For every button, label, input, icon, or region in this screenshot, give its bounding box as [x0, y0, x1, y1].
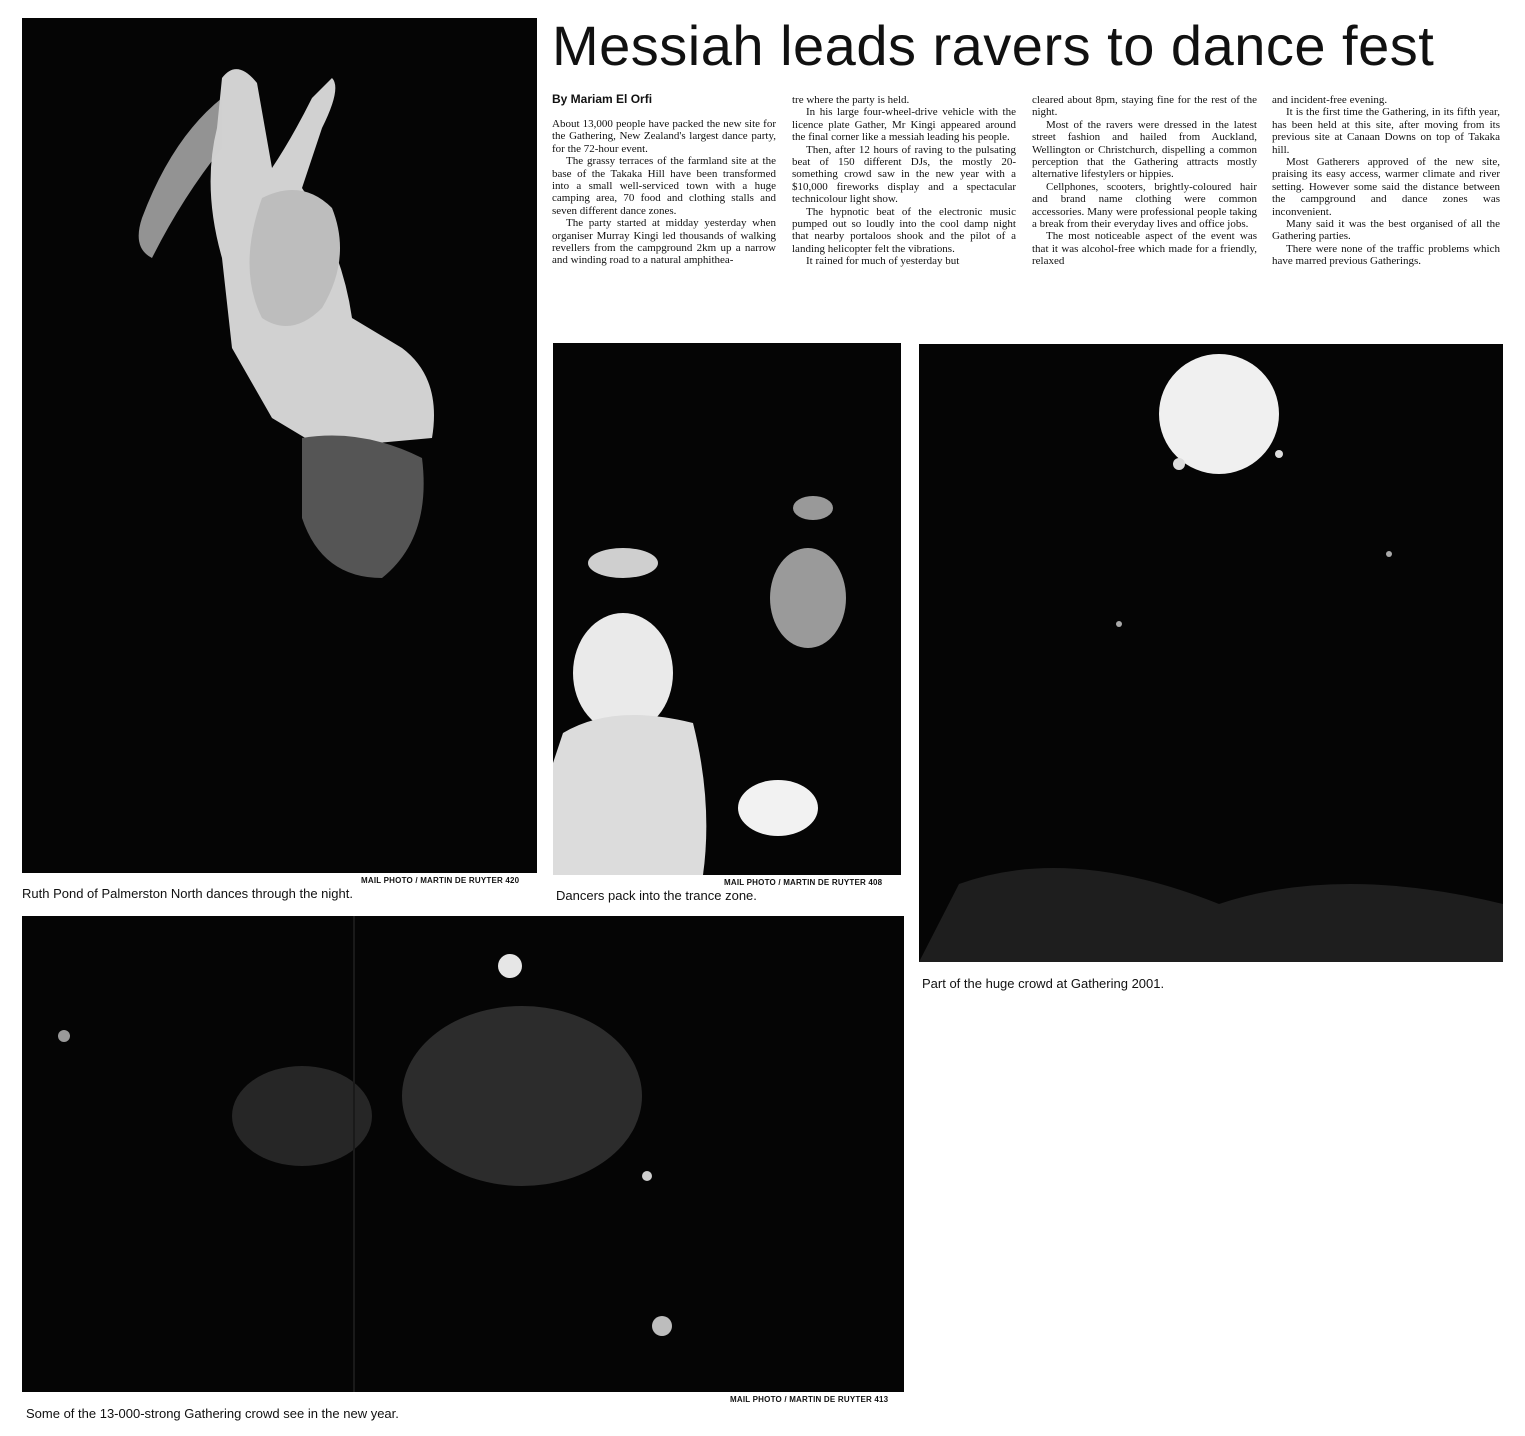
- paragraph: There were none of the traffic problems which have marred previous Gatherings.: [1272, 242, 1500, 268]
- article-column-3: [1032, 94, 1257, 268]
- paragraph: Most Gatherers approved of the new site, praising its easy access, warmer climate and river setting. However some said the distance between the campground and dance zones was inconvenient.: [1272, 156, 1500, 218]
- paragraph: cleared about 8pm, staying fine for the rest of the night.: [1032, 94, 1257, 119]
- paragraph: The most noticeable aspect of the event was that it was alcohol-free which made for a friendly, relaxed: [1032, 230, 1257, 268]
- paragraph: It is the first time the Gathering, in its fifth year, has been held at this site, after moving from its previous site at Canaan Downs on top of Takaka hill.: [1272, 106, 1500, 156]
- photo-caption: Some of the 13-000-strong Gathering crowd see in the new year.: [26, 1406, 399, 1421]
- photo-caption: Ruth Pond of Palmerston North dances through the night.: [22, 886, 353, 901]
- paragraph: tre where the party is held.: [792, 94, 910, 106]
- paragraph: The hypnotic beat of the electronic music pumped out so loudly into the cool damp night that nearby portaloos shook and the pilot of a landing helicopter felt the vibrations.: [792, 205, 1016, 255]
- photo-credit: MAIL PHOTO / MARTIN DE RUYTER 420: [361, 876, 520, 885]
- paragraph: It rained for much of yesterday but: [806, 255, 960, 268]
- photo-dancer: [22, 18, 537, 873]
- photo-huge-crowd: [919, 344, 1503, 962]
- paragraph: In his large four-wheel-drive vehicle with the licence plate Gather, Mr Kingi appeared around the final corner like a messiah leading his people.: [792, 106, 1016, 144]
- photo-caption: Dancers pack into the trance zone.: [556, 888, 757, 903]
- article-column-2: [792, 94, 1016, 268]
- photo-credit: MAIL PHOTO / MARTIN DE RUYTER 408: [724, 878, 883, 887]
- article-column-1: [552, 118, 776, 267]
- photo-credit: MAIL PHOTO / MARTIN DE RUYTER 413: [730, 1395, 889, 1404]
- paragraph: Many said it was the best organised of all the Gathering parties.: [1272, 218, 1500, 243]
- photo-new-year-crowd: [22, 916, 904, 1392]
- photo-caption: Part of the huge crowd at Gathering 2001.: [922, 976, 1165, 991]
- article-column-4: [1272, 94, 1500, 268]
- paragraph: About 13,000 people have packed the new site for the Gathering, New Zealand's largest dance party, for the 72-hour event.: [552, 118, 776, 155]
- paragraph: Then, after 12 hours of raving to the pulsating beat of 150 different DJs, the mostly 20-something crowd saw in the new year with a $10,000 fireworks display and a spectacular technicolour light show.: [792, 143, 1016, 206]
- byline: By Mariam El Orfi: [552, 92, 653, 106]
- paragraph: The party started at midday yesterday when organiser Murray Kingi led thousands of walking revellers from the campground 2km up a narrow and winding road to a natural amphithea-: [552, 217, 776, 267]
- photo-trance-zone: [553, 343, 901, 875]
- paragraph: The grassy terraces of the farmland site at the base of the Takaka Hill have been transformed into a small well-serviced town with a huge camping area, 70 food and clothing stalls and seven different dance zones.: [552, 155, 776, 217]
- headline: Messiah leads ravers to dance fest: [552, 14, 1435, 77]
- paragraph: Most of the ravers were dressed in the latest street fashion and hailed from Auckland, Wellington or Christchurch, dispelling a common perception that the Gathering attracts mostly alternative lifestylers or hippies.: [1032, 118, 1257, 181]
- paragraph: and incident-free evening.: [1272, 94, 1388, 106]
- paragraph: Cellphones, scooters, brightly-coloured hair and brand name clothing were common accessories. Many were professional people taking a break from their everyday lives and office jobs.: [1032, 180, 1257, 231]
